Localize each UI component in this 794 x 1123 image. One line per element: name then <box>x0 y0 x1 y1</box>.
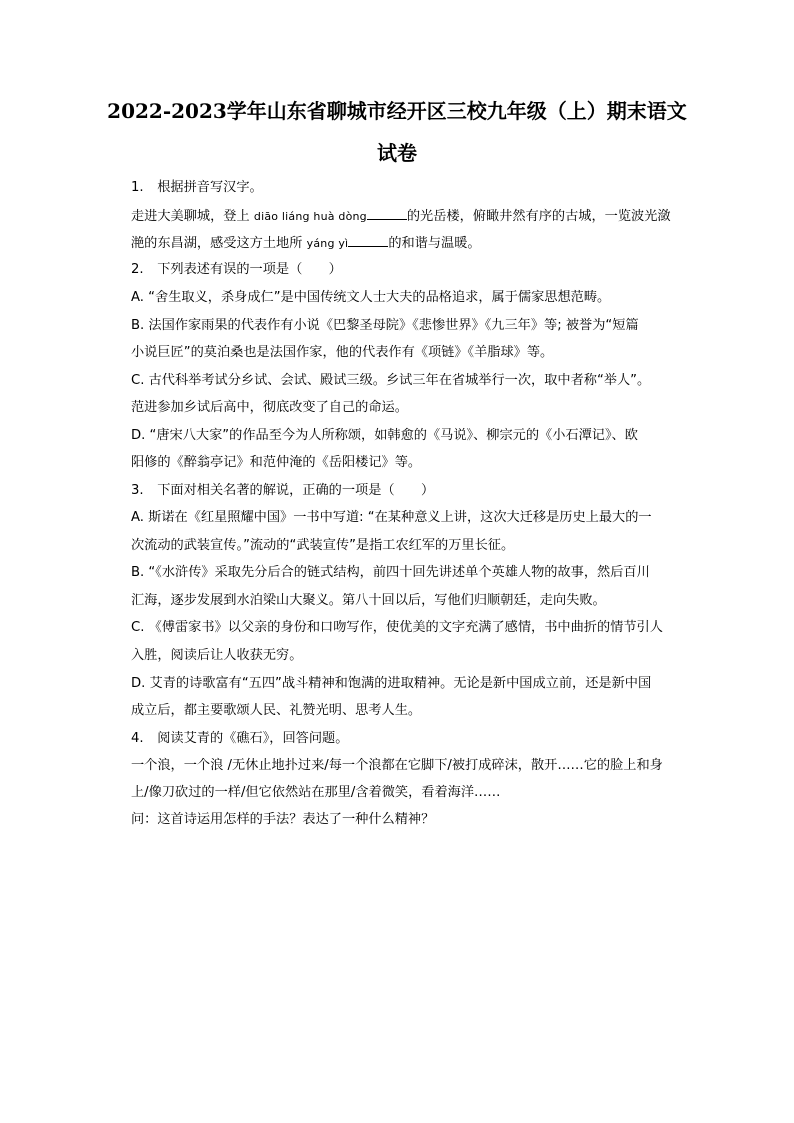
q1-line1-after: 的光岳楼，俯瞰井然有序的古城，一览波光潋 <box>406 209 671 224</box>
question-4-prompt: 阅读艾青的《礁石》，回答问题。 <box>157 731 349 746</box>
exam-title-line-2: 试卷 <box>377 141 417 165</box>
question-3-option-a-cont: 次流动的武装宣传。”流动的“武装宣传”是指工农红军的万里长征。 <box>131 538 515 553</box>
question-1-text-line-2 <box>131 233 481 254</box>
question-3-prompt: 下面对相关名著的解说，正确的一项是（ ） <box>157 483 435 498</box>
pinyin-yangyi: yáng yì <box>306 237 349 250</box>
exam-title-line-1: 2022-2023学年山东省聊城市经开区三校九年级（上）期末语文 <box>107 99 687 123</box>
q1-line2-after: 的和谐与温暖。 <box>388 236 481 251</box>
question-2-prompt: 下列表述有误的一项是（ ） <box>157 262 342 277</box>
question-4-poem-line-1: 一个浪，一个浪 /无休止地扑过来/每一个浪都在它脚下/被打成碎沫，散开……它的脸上和身 <box>131 758 663 773</box>
question-2-option-b-cont: 小说巨匠”的莫泊桑也是法国作家，他的代表作有《项链》《羊脂球》等。 <box>131 345 554 360</box>
question-2-option-d-cont: 阳修的《醉翁亭记》和范仲淹的《岳阳楼记》等。 <box>131 455 422 470</box>
question-2-heading <box>131 260 342 280</box>
question-2-number: 2. <box>131 262 144 277</box>
question-1-number: 1. <box>131 180 144 195</box>
question-3-option-c-cont: 入胜，阅读后让人收获无穷。 <box>131 648 303 663</box>
question-3-option-a: A. 斯诺在《红星照耀中国》一书中写道: “在某种意义上讲，这次大迁移是历史上最大的一 <box>131 510 652 525</box>
question-3-option-b: B. “《水浒传》采取先分后合的链式结构，前四十回先讲述单个英雄人物的故事，然后百川 <box>131 565 650 580</box>
pinyin-diaoliang-huadong: diāo liáng huà dòng <box>253 210 367 223</box>
question-3-option-b-cont: 汇海，逐步发展到水泊梁山大聚义。第八十回以后，写他们归顺朝廷，走向失败。 <box>131 593 606 608</box>
question-3-heading <box>131 481 434 501</box>
question-1-heading <box>131 178 263 198</box>
q1-line2-before: 滟的东昌湖，感受这方土地所 <box>131 236 303 251</box>
question-2-option-c: C. 古代科举考试分乡试、会试、殿试三级。乡试三年在省城举行一次，取中者称“举人”。 <box>131 373 651 388</box>
question-1-text-line-1 <box>131 206 671 227</box>
question-1-prompt: 根据拼音写汉字。 <box>157 180 263 195</box>
question-4-poem-line-2: 上/像刀砍过的一样/但它依然站在那里/含着微笑，看着海洋…… <box>131 785 501 800</box>
question-3-option-d-cont: 成立后，都主要歌颂人民、礼赞光明、思考人生。 <box>131 703 422 718</box>
question-2-option-a: A. “舍生取义，杀身成仁”是中国传统文人士大夫的品格追求，属于儒家思想范畴。 <box>131 290 611 305</box>
question-3-option-d: D. 艾青的诗歌富有“五四”战斗精神和饱满的进取精神。无论是新中国成立前，还是新中国 <box>131 676 652 691</box>
question-2-option-b: B. 法国作家雨果的代表作有小说《巴黎圣母院》《悲惨世界》《九三年》等; 被誉为“短篇 <box>131 318 639 333</box>
answer-blank-2[interactable] <box>348 233 388 247</box>
question-2-option-c-cont: 范进参加乡试后高中，彻底改变了自己的命运。 <box>131 400 408 415</box>
question-3-number: 3. <box>131 483 144 498</box>
answer-blank-1[interactable] <box>367 206 407 220</box>
question-2-option-d: D. “唐宋八大家”的作品至今为人所称颂，如韩愈的《马说》、柳宗元的《小石潭记》、欧 <box>131 428 638 443</box>
q1-line1-before: 走进大美聊城，登上 <box>131 209 250 224</box>
question-4-question: 问：这首诗运用怎样的手法？表达了一种什么精神？ <box>131 812 435 827</box>
question-4-heading <box>131 729 348 749</box>
question-3-option-c: C. 《傅雷家书》以父亲的身份和口吻写作，使优美的文字充满了感情，书中曲折的情节引人 <box>131 620 663 635</box>
question-4-number: 4. <box>131 731 144 746</box>
